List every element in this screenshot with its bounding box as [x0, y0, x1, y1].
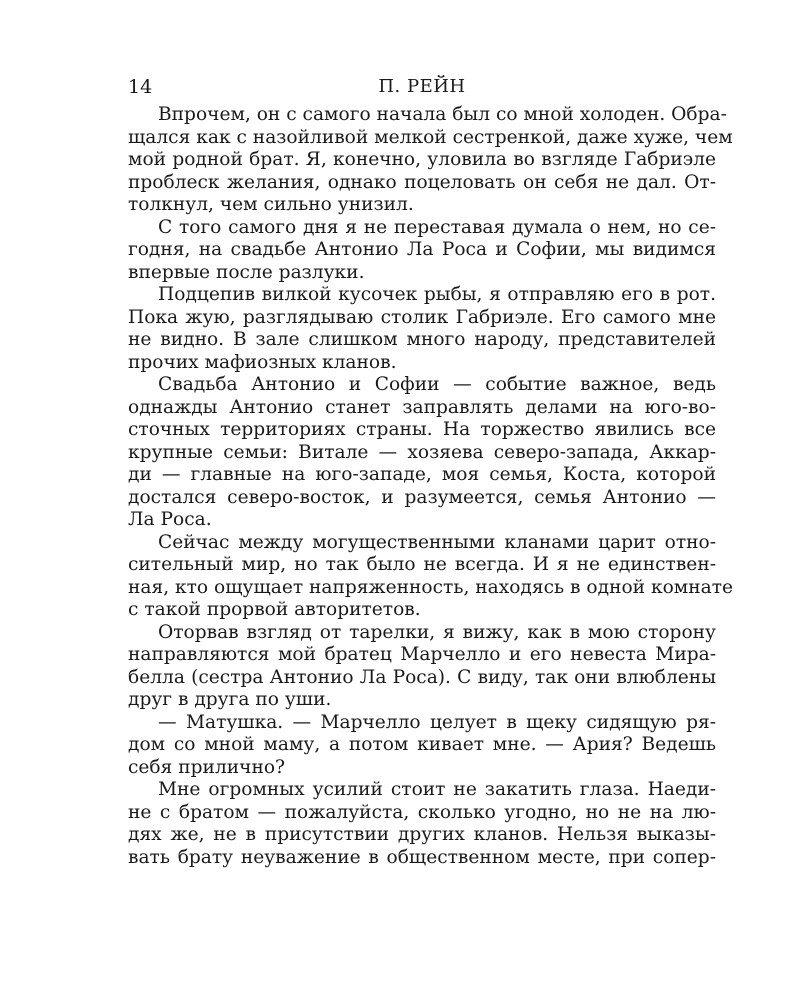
text-line: Свадьба Антонио и Софии — событие важное, ведь	[158, 374, 716, 395]
text-line: Пока жую, разглядываю столик Габриэле. Его самого мне	[128, 306, 716, 328]
text-line: дом со мной маму, а потом кивает мне. — Ария? Ведешь	[128, 734, 716, 755]
text-line: толкнул, чем сильно унизил.	[128, 194, 414, 215]
text-line: сительный мир, но так было не всегда. И я не единствен-	[128, 554, 716, 575]
paragraph	[128, 779, 716, 869]
text-line: крупные семьи: Витале — хозяева северо-запада, Аккар-	[128, 441, 716, 463]
text-line: щался как с назойливой мелкой сестренкой, даже хуже, чем	[128, 126, 733, 148]
paragraph	[128, 217, 716, 285]
text-line: прочих мафиозных кланов.	[128, 351, 397, 373]
text-line: — Матушка. — Марчелло целует в щеку сидящую ря-	[158, 711, 716, 733]
paragraph	[128, 104, 733, 217]
book-page	[128, 70, 734, 869]
text-line: белла (сестра Антонио Ла Роса). С виду, так они влюблены	[128, 666, 716, 688]
text-line: Оторвав взгляд от тарелки, я вижу, как в мою сторону	[158, 621, 716, 643]
text-line: ная, кто ощущает напряженность, находясь в одной комнате	[128, 576, 734, 598]
text-line: мой родной брат. Я, конечно, уловила во взгляде Габриэле	[128, 149, 716, 170]
page-number: 14	[128, 76, 153, 98]
text-line: впервые после разлуки.	[128, 261, 365, 283]
text-line: вать брату неуважение в общественном месте, при сопер-	[128, 846, 716, 868]
text-line: друг в друга по уши.	[128, 689, 332, 710]
text-line: годня, на свадьбе Антонио Ла Роса и Софии, мы видимся	[128, 239, 716, 260]
body-text	[128, 104, 734, 869]
text-line: Подцепив вилкой кусочек рыбы, я отправляю его в рот.	[158, 284, 716, 305]
text-line: с такой прорвой авторитетов.	[128, 599, 421, 620]
text-line: Сейчас между могущественными кланами царит отно-	[158, 531, 716, 553]
text-line: не с братом — пожалуйста, сколько угодно, но не на лю-	[128, 801, 716, 823]
paragraph	[128, 284, 716, 374]
text-line: себя прилично?	[128, 756, 285, 778]
text-line: Ла Роса.	[128, 509, 212, 530]
running-title: П. РЕЙН	[378, 76, 466, 97]
text-line: однажды Антонио станет заправлять делами на юго-во-	[128, 396, 716, 418]
text-line: направляются мой братец Марчелло и его невеста Мира-	[128, 644, 716, 665]
paragraph	[128, 374, 716, 532]
text-line: сточных территориях страны. На торжество явились все	[128, 419, 716, 440]
text-line: С того самого дня я не переставая думала о нем, но се-	[158, 216, 716, 238]
paragraph	[128, 622, 716, 712]
text-line: дях же, не в присутствии других кланов. Нельзя выказы-	[128, 824, 716, 845]
paragraph	[128, 712, 716, 780]
text-line: проблеск желания, однако поцеловать он себя не дал. От-	[128, 171, 716, 193]
text-line: Мне огромных усилий стоит не закатить глаза. Наеди-	[158, 779, 716, 800]
text-line: достался северо-восток, и разумеется, семья Антонио —	[128, 486, 716, 508]
running-head	[128, 70, 716, 104]
text-line: не видно. В зале слишком много народу, представителей	[128, 329, 716, 350]
paragraph	[128, 531, 734, 622]
text-line: ди — главные на юго-западе, моя семья, Коста, которой	[128, 464, 716, 485]
text-line: Впрочем, он с самого начала был со мной холоден. Обра-	[158, 104, 727, 125]
